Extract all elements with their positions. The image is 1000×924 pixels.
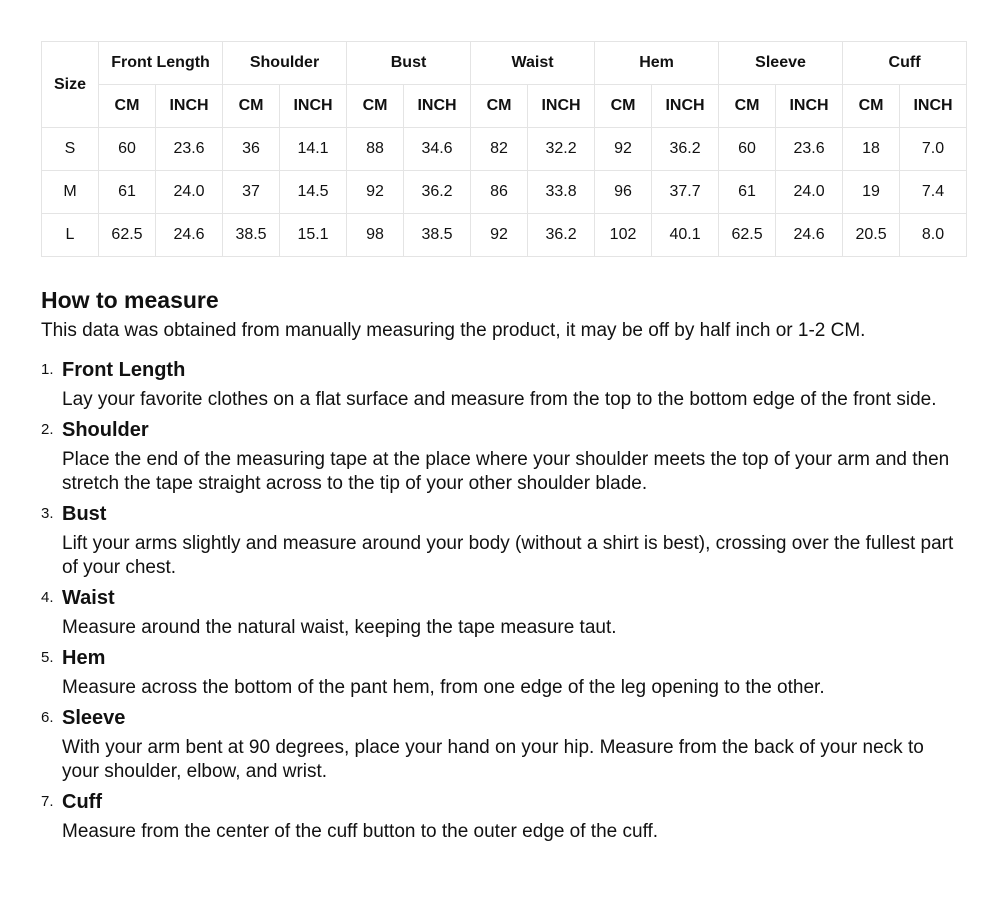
step-title: Shoulder xyxy=(62,419,149,441)
value-cell: 37.7 xyxy=(652,171,719,214)
value-cell: 36.2 xyxy=(652,128,719,171)
value-cell: 88 xyxy=(347,128,404,171)
group-header: Sleeve xyxy=(719,42,843,85)
list-item xyxy=(41,418,959,496)
value-cell: 32.2 xyxy=(528,128,595,171)
group-header: Shoulder xyxy=(223,42,347,85)
size-chart-table xyxy=(41,41,967,257)
list-item xyxy=(41,646,959,700)
step-title: Sleeve xyxy=(62,707,126,729)
unit-header-row xyxy=(42,85,967,128)
value-cell: 36.2 xyxy=(528,214,595,257)
group-header: Hem xyxy=(595,42,719,85)
value-cell: 102 xyxy=(595,214,652,257)
unit-header-inch: INCH xyxy=(776,85,843,128)
group-header: Waist xyxy=(471,42,595,85)
value-cell: 15.1 xyxy=(280,214,347,257)
step-text: Measure from the center of the cuff button to the outer edge of the cuff. xyxy=(62,821,659,842)
value-cell: 24.6 xyxy=(156,214,223,257)
step-title: Waist xyxy=(62,587,115,609)
value-cell: 62.5 xyxy=(719,214,776,257)
value-cell: 34.6 xyxy=(404,128,471,171)
value-cell: 18 xyxy=(843,128,900,171)
step-number: 6. xyxy=(41,709,54,726)
step-text: Measure across the bottom of the pant hem, from one edge of the leg opening to the other. xyxy=(62,677,825,698)
value-cell: 62.5 xyxy=(99,214,156,257)
list-item xyxy=(41,706,959,784)
value-cell: 23.6 xyxy=(776,128,843,171)
step-title: Front Length xyxy=(62,359,186,381)
value-cell: 92 xyxy=(347,171,404,214)
unit-header-inch: INCH xyxy=(156,85,223,128)
value-cell: 24.0 xyxy=(776,171,843,214)
table-row xyxy=(42,128,967,171)
step-text: With your arm bent at 90 degrees, place your hand on your hip. Measure from the back of your neck to your shoulder, elbow, and wrist. xyxy=(62,737,924,782)
value-cell: 96 xyxy=(595,171,652,214)
step-text: Lay your favorite clothes on a flat surface and measure from the top to the bottom edge of the front side. xyxy=(62,389,937,410)
unit-header-cm: CM xyxy=(595,85,652,128)
value-cell: 14.1 xyxy=(280,128,347,171)
unit-header-cm: CM xyxy=(347,85,404,128)
value-cell: 36.2 xyxy=(404,171,471,214)
value-cell: 98 xyxy=(347,214,404,257)
step-number: 1. xyxy=(41,361,54,378)
unit-header-cm: CM xyxy=(471,85,528,128)
unit-header-inch: INCH xyxy=(280,85,347,128)
group-header-row xyxy=(42,42,967,85)
step-number: 2. xyxy=(41,421,54,438)
group-header: Cuff xyxy=(843,42,967,85)
value-cell: 37 xyxy=(223,171,280,214)
value-cell: 24.6 xyxy=(776,214,843,257)
group-header: Bust xyxy=(347,42,471,85)
list-item xyxy=(41,502,959,580)
step-number: 7. xyxy=(41,793,54,810)
value-cell: 61 xyxy=(719,171,776,214)
table-row xyxy=(42,214,967,257)
unit-header-inch: INCH xyxy=(404,85,471,128)
value-cell: 86 xyxy=(471,171,528,214)
step-text: Place the end of the measuring tape at the place where your shoulder meets the top of your arm and then stretch the tape straight across to the tip of your other shoulder blade. xyxy=(62,449,950,494)
value-cell: 19 xyxy=(843,171,900,214)
value-cell: 60 xyxy=(719,128,776,171)
value-cell: 60 xyxy=(99,128,156,171)
unit-header-cm: CM xyxy=(843,85,900,128)
step-text: Lift your arms slightly and measure around your body (without a shirt is best), crossing over the fullest part of your chest. xyxy=(62,533,954,578)
unit-header-cm: CM xyxy=(223,85,280,128)
value-cell: 8.0 xyxy=(900,214,967,257)
value-cell: 40.1 xyxy=(652,214,719,257)
value-cell: 20.5 xyxy=(843,214,900,257)
value-cell: 14.5 xyxy=(280,171,347,214)
value-cell: 24.0 xyxy=(156,171,223,214)
size-cell: L xyxy=(42,214,99,257)
value-cell: 92 xyxy=(595,128,652,171)
unit-header-cm: CM xyxy=(99,85,156,128)
unit-header-inch: INCH xyxy=(528,85,595,128)
size-header: Size xyxy=(42,42,99,128)
step-text: Measure around the natural waist, keeping the tape measure taut. xyxy=(62,617,617,638)
measure-steps-list xyxy=(41,358,959,844)
value-cell: 36 xyxy=(223,128,280,171)
step-title: Hem xyxy=(62,647,106,669)
list-item xyxy=(41,790,959,844)
step-number: 5. xyxy=(41,649,54,666)
unit-header-inch: INCH xyxy=(900,85,967,128)
value-cell: 23.6 xyxy=(156,128,223,171)
list-item xyxy=(41,586,959,640)
value-cell: 61 xyxy=(99,171,156,214)
value-cell: 82 xyxy=(471,128,528,171)
value-cell: 7.0 xyxy=(900,128,967,171)
value-cell: 7.4 xyxy=(900,171,967,214)
size-cell: M xyxy=(42,171,99,214)
step-number: 3. xyxy=(41,505,54,522)
section-title: How to measure xyxy=(41,287,219,313)
table-row xyxy=(42,171,967,214)
group-header: Front Length xyxy=(99,42,223,85)
size-cell: S xyxy=(42,128,99,171)
unit-header-inch: INCH xyxy=(652,85,719,128)
step-number: 4. xyxy=(41,589,54,606)
intro-text: This data was obtained from manually measuring the product, it may be off by half inch or 1-2 CM. xyxy=(41,320,866,341)
value-cell: 92 xyxy=(471,214,528,257)
unit-header-cm: CM xyxy=(719,85,776,128)
step-title: Cuff xyxy=(62,791,102,813)
list-item xyxy=(41,358,959,412)
step-title: Bust xyxy=(62,503,107,525)
value-cell: 38.5 xyxy=(223,214,280,257)
value-cell: 33.8 xyxy=(528,171,595,214)
value-cell: 38.5 xyxy=(404,214,471,257)
